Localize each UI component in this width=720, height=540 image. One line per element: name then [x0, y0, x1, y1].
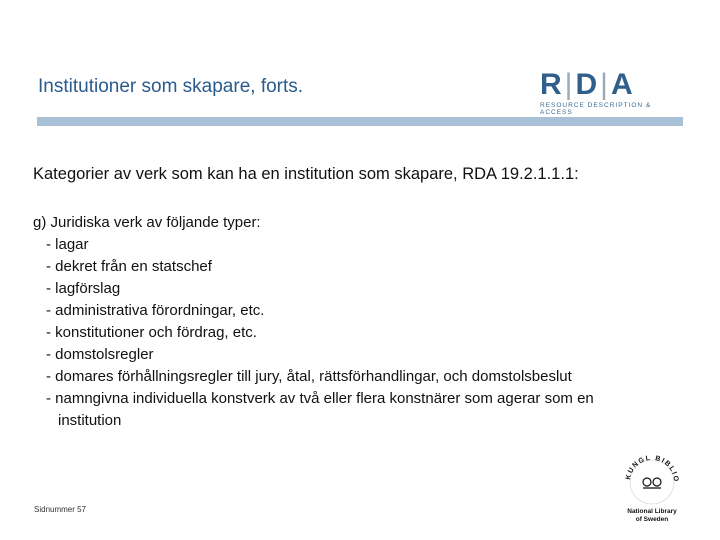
kb-seal-icon — [616, 452, 688, 508]
slide-heading: Kategorier av verk som kan ha en institution som skapare, RDA 19.2.1.1.1: — [33, 165, 579, 183]
list-item: - lagförslag — [46, 280, 121, 297]
list-item: - dekret från en statschef — [46, 258, 212, 275]
kb-ring-text: KUNGL BIBLIO — [624, 454, 680, 484]
rda-logo-subtitle: RESOURCE DESCRIPTION & ACCESS — [540, 102, 652, 116]
logo-separator-1: | — [564, 68, 576, 101]
list-item: - konstitutioner och fördrag, etc. — [46, 324, 257, 341]
page-number: Sidnummer 57 — [34, 505, 87, 514]
kb-name-line2: of Sweden — [635, 516, 669, 523]
kb-name-line1: National Library — [627, 508, 677, 515]
list-item: - lagar — [46, 236, 89, 253]
rda-logo — [540, 70, 680, 114]
logo-letter-d: D — [575, 68, 601, 101]
header-rule — [37, 117, 683, 126]
list-item: - namngivna individuella konstverk av två eller flera konstnärer som agerar som en — [46, 390, 594, 407]
national-library-logo — [616, 452, 688, 532]
work-types-list — [33, 212, 594, 432]
list-item: - domares förhållningsregler till jury, åtal, rättsförhandlingar, och domstolsbeslut — [46, 368, 572, 385]
kb-name — [616, 508, 688, 524]
crown-icon — [643, 478, 661, 488]
list-item: - administrativa förordningar, etc. — [46, 302, 265, 319]
logo-letter-r: R — [540, 68, 565, 101]
logo-letter-a: A — [610, 68, 636, 101]
list-item-continuation: institution — [58, 412, 122, 429]
slide-title: Institutioner som skapare, forts. — [38, 76, 304, 97]
rda-logo-letters — [540, 70, 680, 100]
list-intro: g) Juridiska verk av följande typer: — [33, 214, 261, 231]
logo-separator-2: | — [600, 68, 611, 101]
list-item: - domstolsregler — [46, 346, 154, 363]
